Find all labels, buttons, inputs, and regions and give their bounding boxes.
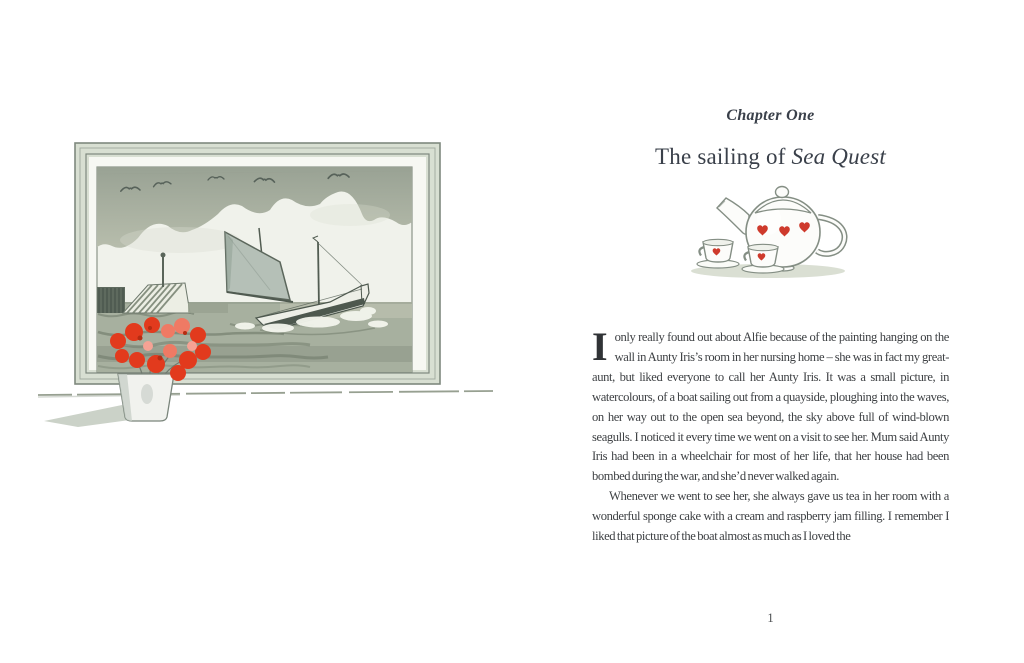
shelf-line [38, 391, 493, 397]
paragraph-2: Whenever we went to see her, she always gave us tea in her room with a wonderful sponge cake with a cream and raspberry jam filling. I remember I liked that picture of the boat almost as much as I loved the [592, 489, 949, 544]
boat-painting-illustration [30, 118, 510, 428]
flower-vase [118, 374, 174, 421]
story-text [592, 324, 949, 547]
paragraph-1 [592, 324, 949, 487]
chapter-title-boat-name: Sea Quest [791, 144, 886, 169]
teapot [717, 187, 845, 272]
paragraph-1-text: only really found out about Alfie because of the painting hanging on the wall in Aunty Iris’s room in her nursing home – she was in fact my great-aunt, but liked everyone to call her Aunty Iris. It was a small picture, in watercolours, of a boat sailing out from a quayside, ploughing into the waves, on her way out to the open sea beyond, the sky above full of wind-blown seagulls. I noticed it every time we went on a visit to see her. Mum said Aunty Iris had been in a wheelchair for most of her life, that her house had been bombed during the war, and she’d never walked again. [592, 330, 949, 484]
teapot-illustration [671, 181, 866, 289]
page-number: 1 [767, 611, 774, 625]
vase-shadow [44, 405, 130, 427]
chapter-title [592, 143, 949, 171]
right-page [592, 0, 949, 663]
chapter-title-text: The sailing of [655, 144, 792, 169]
teacup-left [697, 239, 739, 268]
drop-cap: I [592, 324, 608, 369]
chapter-heading: Chapter One [726, 107, 815, 124]
